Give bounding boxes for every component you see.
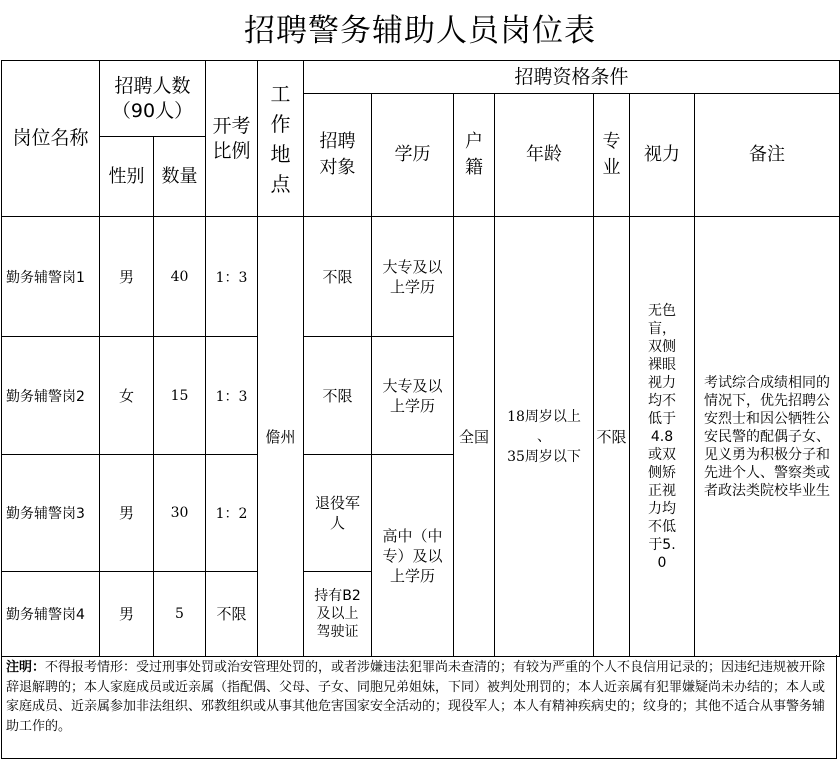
row-ratio: 不限 [206, 572, 258, 657]
row-target: 不限 [304, 337, 372, 455]
row-gender: 男 [100, 455, 154, 572]
note-text: 不得报考情形：受过刑事处罚或治安管理处罚的，或者涉嫌违法犯罪尚未查清的；有较为严重的个人不良信用记录的；因违纪违规被开除辞退解聘的；本人家庭成员或近亲属（指配偶、父母、子女、同胞兄弟姐妹，下同）被判处刑罚的；本人近亲属有犯罪嫌疑尚未办结的；本人或家庭成员、近亲属参加非法组织、邪教组织或从事其他危害国家安全活动的；现役军人；本人有精神疾病史的；纹身的；其他不适合从事警务辅助工作的。 [6, 660, 826, 734]
header-major: 专业 [594, 94, 630, 217]
row-position-name: 勤务辅警岗3 [2, 455, 100, 572]
row-education: 高中（中专）及以上学历 [372, 455, 454, 657]
header-work-place [258, 61, 304, 217]
vision-cell: 无色盲，双侧裸眼视力均不低于4.8或双侧矫正视力均不低于5.0 [630, 217, 695, 657]
row-position-name: 勤务辅警岗1 [2, 217, 100, 337]
header-recruit-count [100, 61, 206, 137]
row-ratio: 1：2 [206, 455, 258, 572]
header-age: 年龄 [495, 94, 594, 217]
header-gender: 性别 [100, 137, 154, 217]
recruitment-table [1, 60, 840, 657]
header-target: 招聘对象 [304, 94, 372, 217]
header-work-place-text: 工作地点 [270, 81, 291, 196]
table-row [2, 217, 840, 337]
header-recruit-count-label: 招聘人数 [114, 74, 191, 97]
age-max: 35周岁以下 [507, 448, 581, 465]
row-gender: 女 [100, 337, 154, 455]
header-remarks: 备注 [695, 94, 840, 217]
header-education: 学历 [372, 94, 454, 217]
age-separator: 、 [537, 428, 551, 445]
row-target: 不限 [304, 217, 372, 337]
header-recruit-total: （90人） [111, 99, 194, 122]
header-quantity: 数量 [154, 137, 206, 217]
row-count: 40 [154, 217, 206, 337]
work-place-cell: 儋州 [258, 217, 304, 657]
row-ratio: 1：3 [206, 337, 258, 455]
age-cell [495, 217, 594, 657]
row-count: 15 [154, 337, 206, 455]
note-label: 注明： [6, 660, 46, 675]
header-hukou: 户籍 [454, 94, 495, 217]
row-position-name: 勤务辅警岗4 [2, 572, 100, 657]
note-section [1, 655, 837, 759]
age-min: 18周岁以上 [507, 408, 581, 425]
row-target: 持有B2及以上驾驶证 [304, 572, 372, 657]
remarks-cell: 考试综合成绩相同的情况下，优先招聘公安烈士和因公牺牲公安民警的配偶子女、见义勇为积极分子和先进个人、警察类或者政法类院校毕业生 [695, 217, 840, 657]
row-target: 退役军人 [304, 455, 372, 572]
row-count: 5 [154, 572, 206, 657]
row-gender: 男 [100, 572, 154, 657]
page-title: 招聘警务辅助人员岗位表 [244, 13, 596, 49]
hukou-cell: 全国 [454, 217, 495, 657]
row-education: 大专及以上学历 [372, 217, 454, 337]
header-qualifications: 招聘资格条件 [304, 61, 840, 94]
header-vision: 视力 [630, 94, 695, 217]
row-education: 大专及以上学历 [372, 337, 454, 455]
major-cell: 不限 [594, 217, 630, 657]
row-gender: 男 [100, 217, 154, 337]
row-count: 30 [154, 455, 206, 572]
row-position-name: 勤务辅警岗2 [2, 337, 100, 455]
header-position-name: 岗位名称 [2, 61, 100, 217]
header-exam-ratio: 开考比例 [206, 61, 258, 217]
row-ratio: 1：3 [206, 217, 258, 337]
